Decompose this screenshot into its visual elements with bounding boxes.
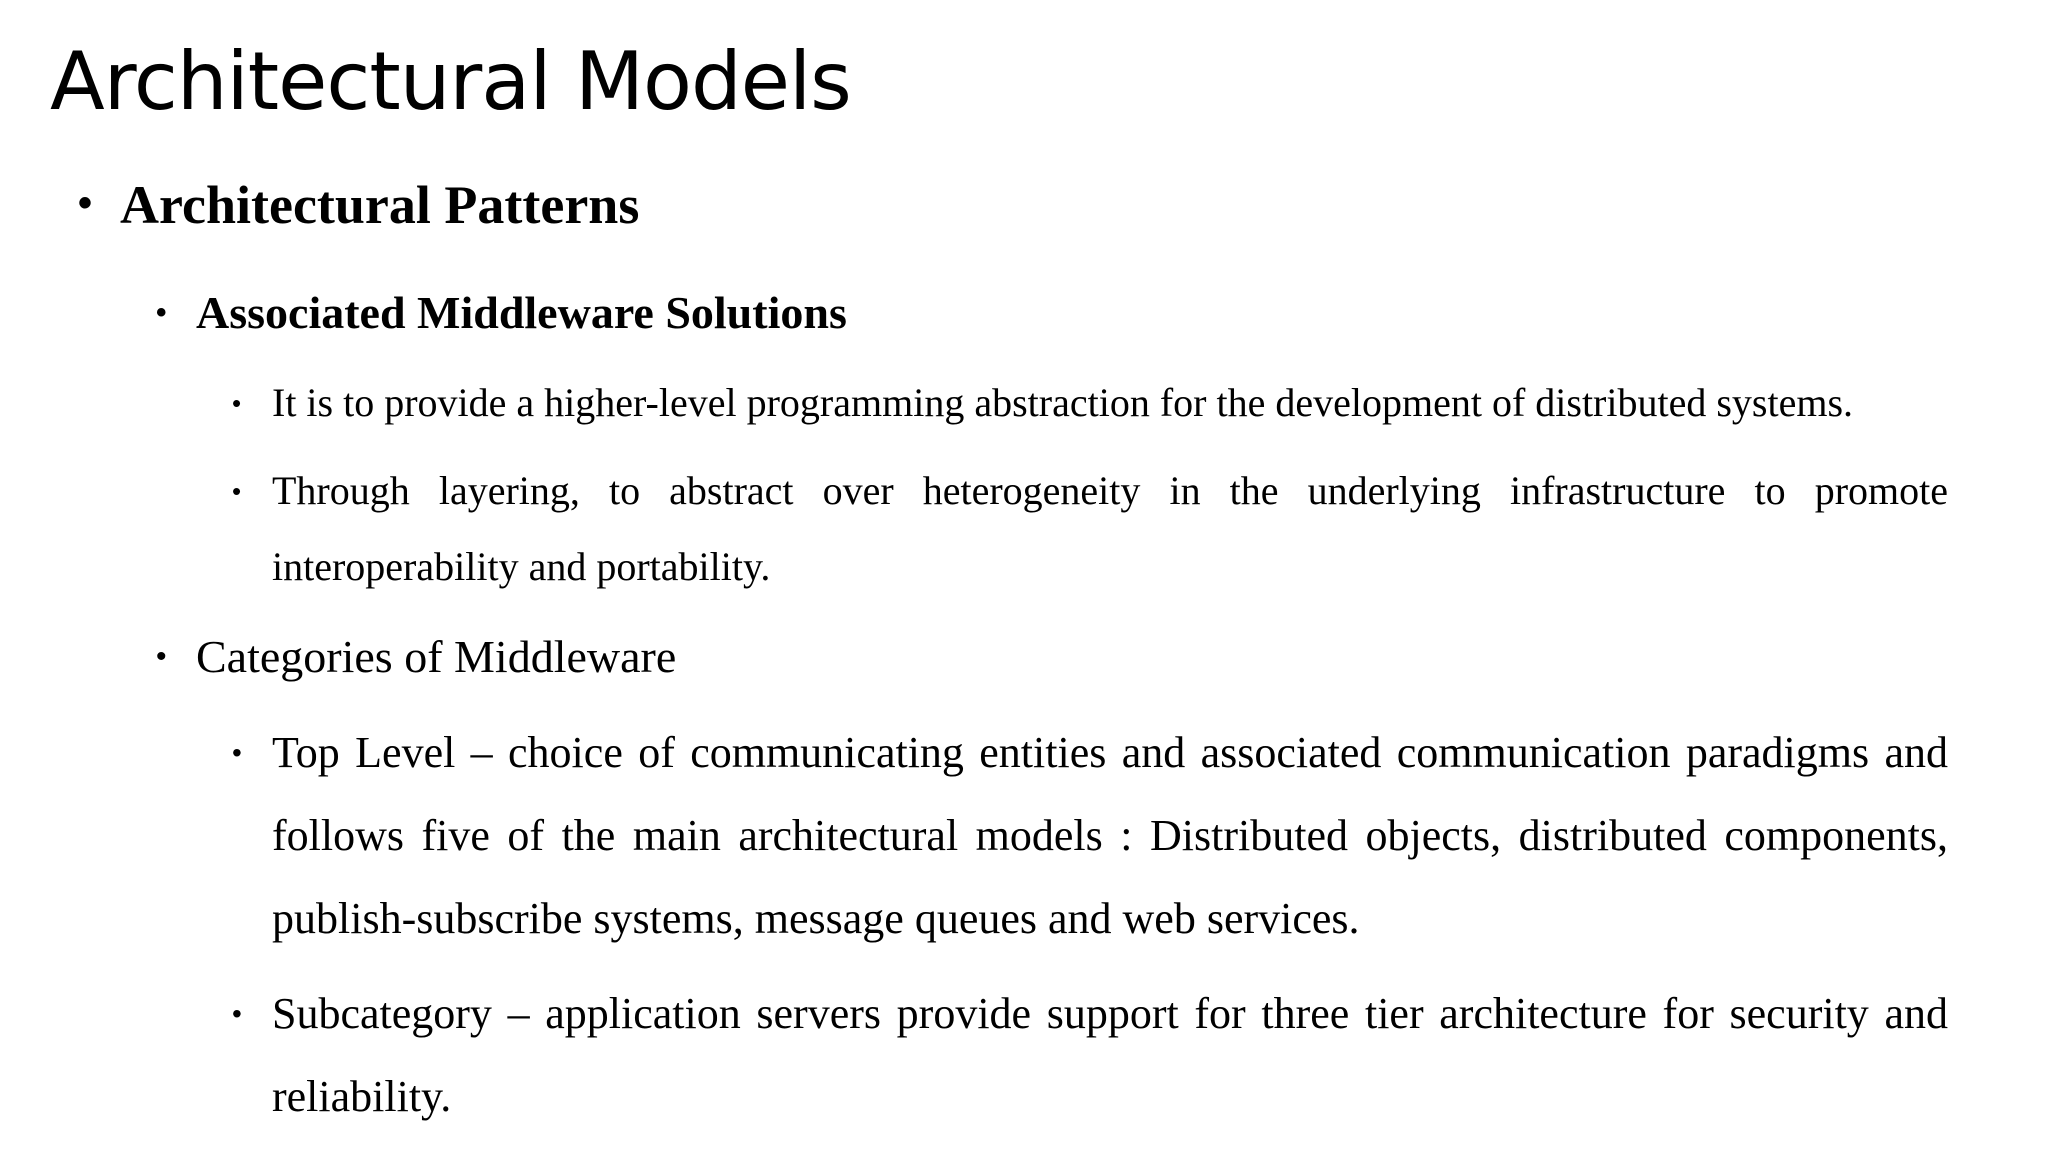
bullet-text: Subcategory – application servers provide support for three tier architecture for security and reliability. xyxy=(272,989,1948,1121)
bullet-categories-of-middleware xyxy=(156,622,677,692)
slide-title: Architectural Models xyxy=(50,35,851,128)
bullet-text: Through layering, to abstract over heterogeneity in the underlying infrastructure to promote interoperability and portability. xyxy=(272,468,1948,589)
bullet-marker: • xyxy=(232,388,242,418)
bullet-marker: • xyxy=(156,640,167,673)
bullet-marker: • xyxy=(156,296,167,329)
bullet-text: Categories of Middleware xyxy=(196,631,677,682)
bullet-marker: • xyxy=(78,181,93,225)
bullet-subcategory xyxy=(232,972,1948,1138)
bullet-text: Top Level – choice of communicating entities and associated communication paradigms and follows five of the main architectural models : Distributed objects, distributed components, publish-subscribe systems, message queues and web services. xyxy=(272,728,1948,943)
bullet-marker: • xyxy=(232,476,242,506)
bullet-higher-level-abstraction xyxy=(232,365,1948,441)
bullet-marker: • xyxy=(232,737,242,768)
bullet-through-layering xyxy=(232,453,1948,605)
bullet-text: It is to provide a higher-level programming abstraction for the development of distributed systems. xyxy=(272,380,1854,425)
bullet-top-level xyxy=(232,711,1948,960)
bullet-architectural-patterns xyxy=(78,170,640,240)
bullet-associated-middleware-solutions xyxy=(156,278,847,348)
bullet-text: Architectural Patterns xyxy=(120,175,640,235)
bullet-marker: • xyxy=(232,998,242,1029)
bullet-text: Associated Middleware Solutions xyxy=(196,287,847,338)
